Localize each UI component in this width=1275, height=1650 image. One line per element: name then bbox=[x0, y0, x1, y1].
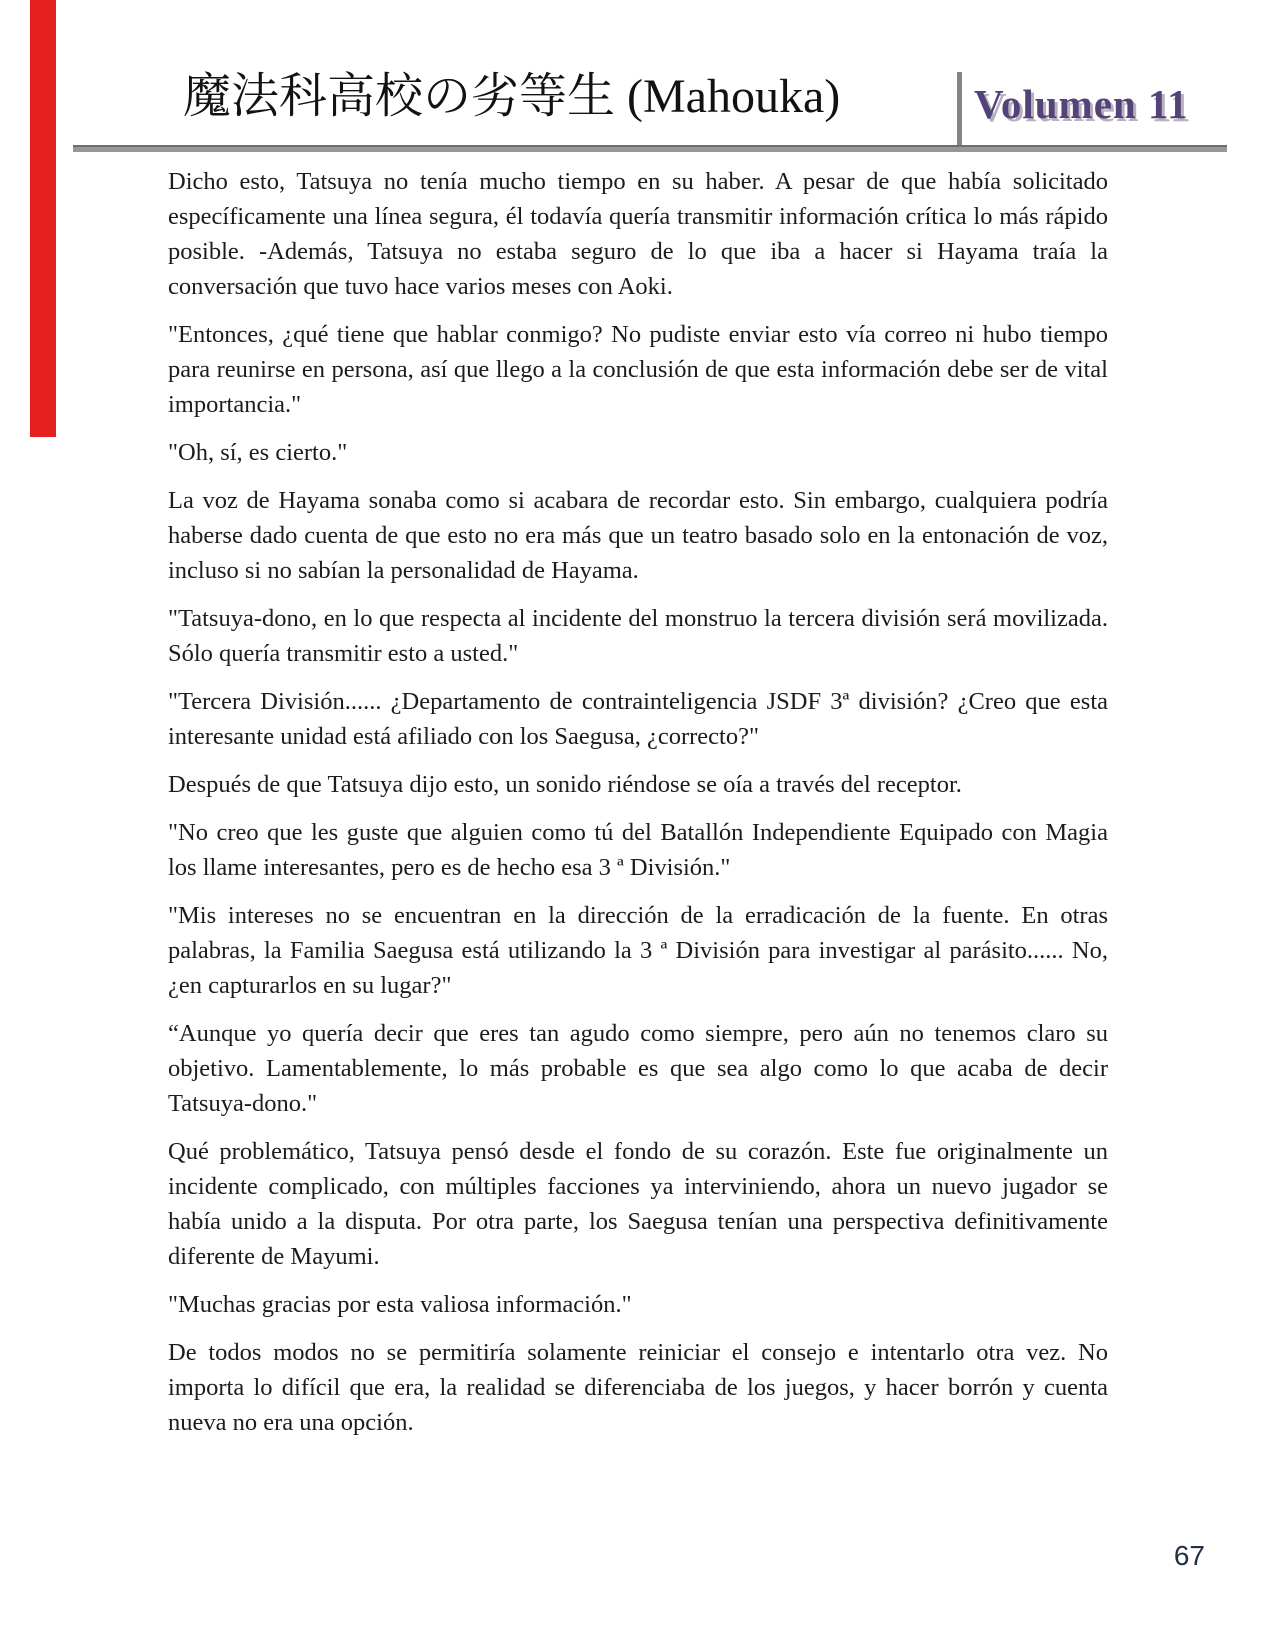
page-number: 67 bbox=[1173, 1540, 1205, 1571]
paragraph: "Tatsuya-dono, en lo que respecta al incidente del monstruo la tercera división será movilizada. Sólo quería transmitir esto a usted." bbox=[168, 605, 1108, 667]
paragraph: "Oh, sí, es cierto." bbox=[168, 439, 348, 466]
paragraph: "Mis intereses no se encuentran en la dirección de la erradicación de la fuente. En otras palabras, la Familia Saegusa está utilizando la 3 ª División para investigar al parásito...... No, ¿en capturarlos en su lugar?" bbox=[168, 902, 1108, 999]
header-rule bbox=[73, 145, 1227, 152]
paragraph: “Aunque yo quería decir que eres tan agudo como siempre, pero aún no tenemos claro su objetivo. Lamentablemente, lo más probable es que sea algo como lo que acaba de decir Tatsuya-dono." bbox=[168, 1020, 1108, 1117]
header-vertical-divider bbox=[957, 72, 962, 149]
paragraph: Qué problemático, Tatsuya pensó desde el fondo de su corazón. Este fue originalmente un incidente complicado, con múltiples facciones ya interviniendo, ahora un nuevo jugador se había unido a la disputa. Por otra parte, los Saegusa tenían una perspectiva definitivamente diferente de Mayumi. bbox=[168, 1138, 1108, 1270]
paragraph: De todos modos no se permitiría solamente reiniciar el consejo e intentarlo otra vez. No importa lo difícil que era, la realidad se diferenciaba de los juegos, y hacer borrón y cuenta nueva no era una opción. bbox=[168, 1339, 1108, 1436]
volume-label: Volumen 11 bbox=[974, 81, 1189, 127]
paragraph: Dicho esto, Tatsuya no tenía mucho tiempo en su haber. A pesar de que había solicitado específicamente una línea segura, él todavía quería transmitir información crítica lo más rápido posible. -Además, Tatsuya no estaba seguro de lo que iba a hacer si Hayama traía la conversación que tuvo hace varios meses con Aoki. bbox=[168, 168, 1108, 300]
paragraph: "Entonces, ¿qué tiene que hablar conmigo? No pudiste enviar esto vía correo ni hubo tiempo para reunirse en persona, así que llego a la conclusión de que esta información debe ser de vital importancia." bbox=[168, 321, 1108, 418]
body-text bbox=[168, 164, 1108, 1453]
paragraph: La voz de Hayama sonaba como si acabara de recordar esto. Sin embargo, cualquiera podría haberse dado cuenta de que esto no era más que un teatro basado solo en la entonación de voz, incluso si no sabían la personalidad de Hayama. bbox=[168, 487, 1108, 584]
paragraph: "No creo que les guste que alguien como tú del Batallón Independiente Equipado con Magia los llame interesantes, pero es de hecho esa 3 ª División." bbox=[168, 819, 1108, 881]
paragraph: "Muchas gracias por esta valiosa información." bbox=[168, 1291, 632, 1318]
paragraph: "Tercera División...... ¿Departamento de contrainteligencia JSDF 3ª división? ¿Creo que esta interesante unidad está afiliado con los Saegusa, ¿correcto?" bbox=[168, 688, 1108, 750]
paragraph: Después de que Tatsuya dijo esto, un sonido riéndose se oía a través del receptor. bbox=[168, 771, 962, 798]
document-title: 魔法科高校の劣等生 (Mahouka) bbox=[183, 70, 841, 123]
red-bookmark-bar bbox=[30, 0, 56, 437]
